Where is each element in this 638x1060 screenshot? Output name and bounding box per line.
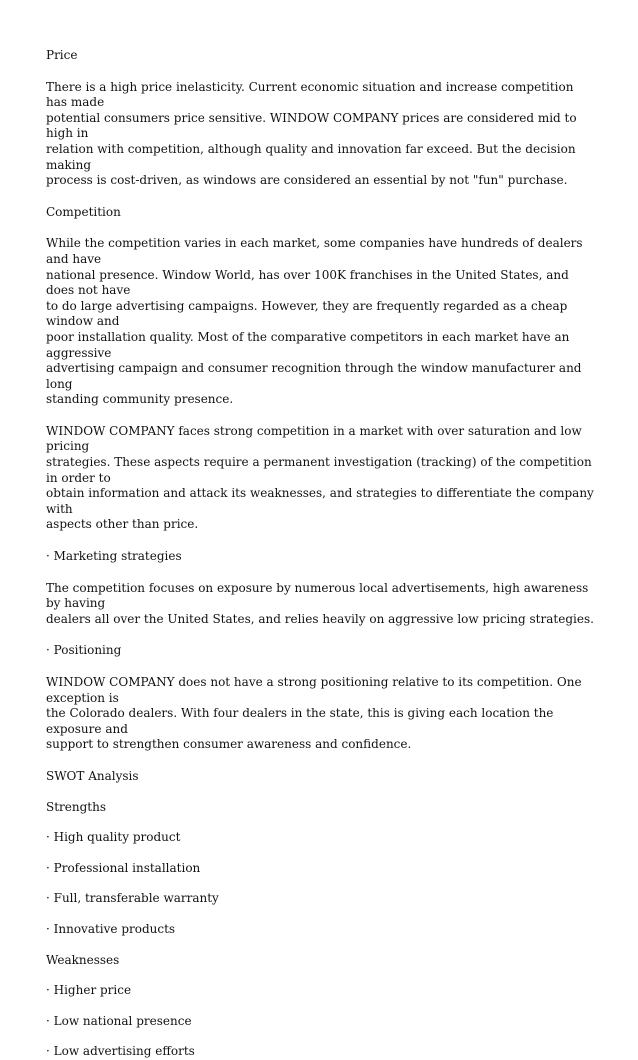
swot-heading: SWOT Analysis bbox=[46, 768, 139, 783]
competition-heading: Competition bbox=[46, 204, 121, 219]
competition-paragraph-2: WINDOW COMPANY faces strong competition in a market with over saturation and low pricing strategies. These aspects require a permanent investigation (tracking) of the competition in order to obtain information and attack its weaknesses, and strategies to differentiate the company with aspects other than price. bbox=[46, 423, 594, 532]
marketing-strategies-heading: · Marketing strategies bbox=[46, 549, 182, 564]
price-paragraph: There is a high price inelasticity. Current economic situation and increase competition has made potential consumers price sensitive. WINDOW COMPANY prices are considered mid to high in relation with competition, although quality and innovation far exceed. But the decision making process is cost-driven, as windows are considered an essential by not "fun" purchase. bbox=[46, 79, 577, 188]
marketing-strategies-paragraph: The competition focuses on exposure by numerous local advertisements, high awareness by having dealers all over the United States, and relies heavily on aggressive low pricing strategies. bbox=[46, 580, 594, 626]
weaknesses-heading: Weaknesses bbox=[46, 952, 120, 967]
strengths-heading: Strengths bbox=[46, 799, 106, 814]
price-heading: Price bbox=[46, 48, 78, 62]
competition-paragraph-1: While the competition varies in each market, some companies have hundreds of dealers and have national presence. Window World, has over 100K franchises in the United States, and does not have to do large advertising campaigns. However, they are frequently regarded as a cheap window and poor installation quality. Most of the comparative competitors in each market have an aggressive advertising campaign and consumer recognition through the window manufacturer and long standing community presence. bbox=[46, 236, 583, 407]
positioning-paragraph: WINDOW COMPANY does not have a strong positioning relative to its competition. One exception is the Colorado dealers. With four dealers in the state, this is giving each location the exposure and support to strengthen consumer awareness and confidence. bbox=[46, 675, 582, 752]
document-page bbox=[46, 48, 594, 1060]
strength-item: · High quality product bbox=[46, 830, 181, 845]
strength-item: · Professional installation bbox=[46, 860, 201, 875]
strength-item: · Full, transferable warranty bbox=[46, 891, 219, 906]
strength-item: · Innovative products bbox=[46, 921, 176, 936]
weakness-item: · Low national presence bbox=[46, 1013, 192, 1028]
positioning-heading: · Positioning bbox=[46, 643, 122, 658]
weakness-item: · Higher price bbox=[46, 983, 132, 998]
weakness-item: · Low advertising efforts bbox=[46, 1044, 195, 1059]
